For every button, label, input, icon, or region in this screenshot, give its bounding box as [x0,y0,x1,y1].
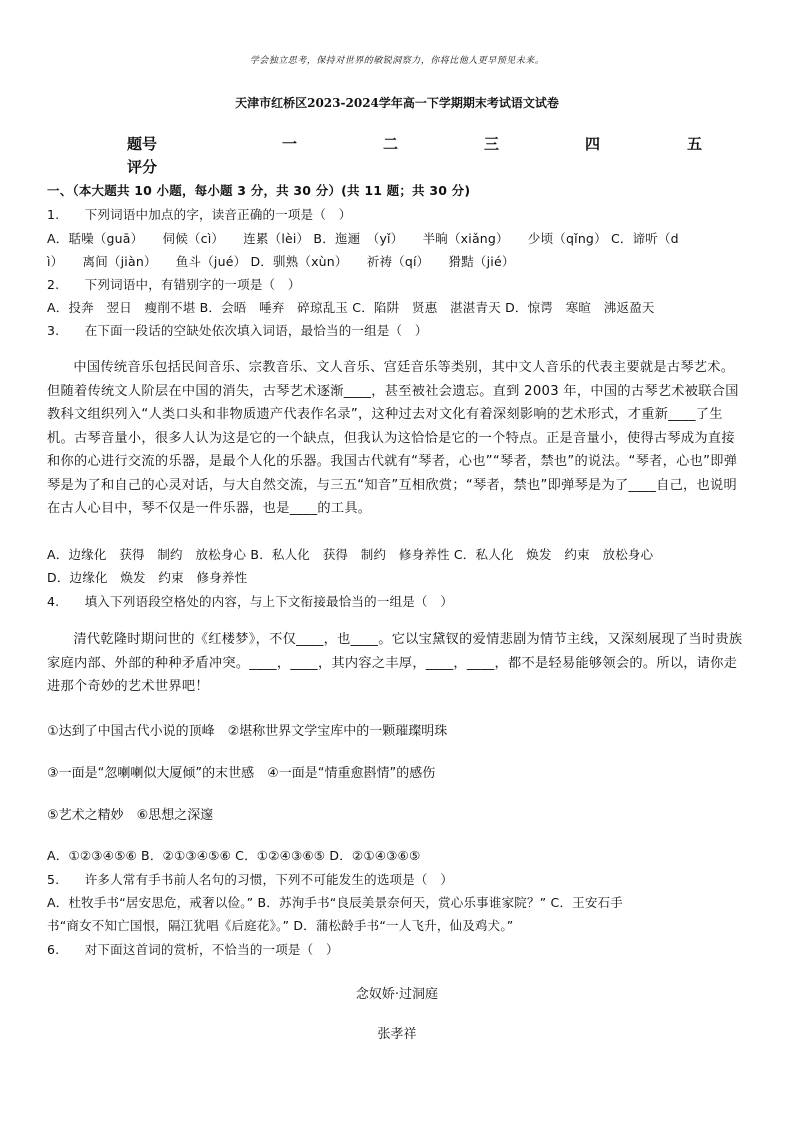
section-1-heading: 一、（本大题共 10 小题，每小题 3 分，共 30 分）(共 11 题；共 30 分) [47,183,471,198]
q4-passage: 清代乾隆时期问世的《红楼梦》，不仅____，也____。它以宝黛钗的爱情悲剧为情节主线，又深刻展现了当时贵族家庭内部、外部的种种矛盾冲突。____，____，其内容之丰厚，____，____，都不是轻易能够领会的。所以，请你走进那个奇妙的艺术世界吧！ [47,632,743,694]
score-col-5: 五 [687,135,703,153]
q3-options-line-1: A．边缘化 获得 制约 放松身心 B．私人化 获得 制约 修身养性 C．私人化 焕发 约束 放松身心 [47,547,654,562]
q1-options-line-2: ì） 离间（jiàn） 鱼斗（jué） D．驯熟（xùn） 祈祷（qí） 猾黠（jié） [47,254,515,269]
score-table-row-label: 题号 [127,135,158,153]
q3-options-line-2: D．边缘化 焕发 约束 修身养性 [47,570,248,585]
q4-options: A．①②③④⑤⑥ B．②①③④⑤⑥ C．①②④③⑥⑤ D．②①④③⑥⑤ [47,848,421,863]
q3-stem: 3. 在下面一段话的空缺处依次填入词语，最恰当的一组是（ ） [47,323,428,338]
exam-title: 天津市红桥区2023-2024学年高一下学期期末考试语文试卷 [235,96,559,110]
q2-stem: 2. 下列词语中，有错别字的一项是（ ） [47,277,301,292]
q5-stem: 5. 许多人常有手书前人名句的习惯，下列不可能发生的选项是（ ） [47,872,454,887]
q4-item-1-2: ①达到了中国古代小说的顶峰 ②堪称世界文学宝库中的一颗璀璨明珠 [47,724,448,739]
poem-author: 张孝祥 [377,1027,417,1042]
q1-options-line-1: A．聒噪（guā） 伺候（cì） 连累（lèi） B．迤逦 （yǐ） 半晌（xiǎng） 少顷（qǐng） C．谛听（d [47,231,679,246]
score-col-4: 四 [585,135,601,153]
score-col-2: 二 [383,135,399,153]
q4-stem: 4. 填入下列语段空格处的内容，与上下文衔接最恰当的一组是（ ） [47,594,454,609]
poem-title: 念奴娇·过洞庭 [355,987,439,1002]
q2-options: A．投奔 翌日 瘦削不堪 B．会晤 唾弃 碎琼乱玉 C．陷阱 贤惠 湛湛青天 D．惊谔 寒暄 沸返盈天 [47,300,655,315]
q4-item-5-6: ⑤艺术之精妙 ⑥思想之深邃 [47,808,214,823]
q3-passage: 中国传统音乐包括民间音乐、宗教音乐、文人音乐、宫廷音乐等类别，其中文人音乐的代表主要就是古琴艺术。但随着传统文人阶层在中国的消失，古琴艺术逐渐____，甚至被社会遗忘。直到 2003 年，中国的古琴艺术被联合国教科文组织列入“人类口头和非物质遗产代表作名录”，这种过去对文化有着深刻影响的艺术形式，才重新____了生机。古琴音量小，很多人认为这是它的一个缺点，但我认为这恰恰是它的一个特点。正是音量小，使得古琴成为直接和你的心进行交流的乐器，是最个人化的乐器。我国古代就有“琴者，心也”“琴者，禁也”的说法。“琴者，心也”即弹琴是为了和自己的心灵对话，与大自然交流，与三五“知音”互相欣赏；“琴者，禁也”即弹琴是为了____自己，也说明在古人心目中，琴不仅是一件乐器，也是____的工具。 [47,360,739,516]
score-table-score-label: 评分 [127,158,158,176]
q5-options-line-1: A．杜牧手书“居安思危，戒奢以俭。” B．苏洵手书“良辰美景奈何天，赏心乐事谁家院？” C．王安石手 [47,895,623,910]
score-col-3: 三 [484,135,500,153]
header-motto: 学会独立思考，保持对世界的敏锐洞察力，你将比他人更早预见未来。 [249,56,545,66]
q1-stem: 1. 下列词语中加点的字，读音正确的一项是（ ） [47,207,352,222]
q5-options-line-2: 书“商女不知亡国恨，隔江犹唱《后庭花》。” D．蒲松龄手书“一人飞升，仙及鸡犬。” [47,918,514,933]
q4-item-3-4: ③一面是“忽喇喇似大厦倾”的末世感 ④一面是“情重愈斟情”的感伤 [47,766,436,781]
score-col-1: 一 [282,135,298,153]
q6-stem: 6. 对下面这首词的赏析，不恰当的一项是（ ） [47,942,339,957]
